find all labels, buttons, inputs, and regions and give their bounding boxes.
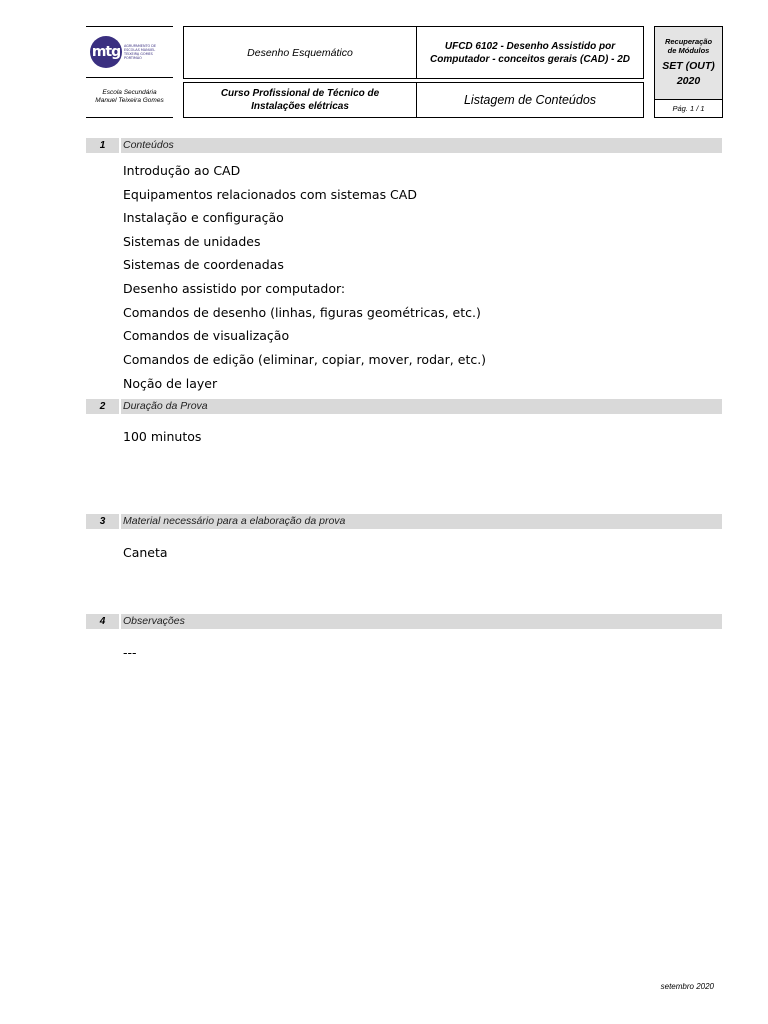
recovery-line1: Recuperação <box>664 37 713 46</box>
course-cell: Curso Profissional de Técnico de Instalações elétricas <box>183 82 417 118</box>
session-line1: SET (OUT) <box>662 60 715 72</box>
session-info <box>655 27 722 100</box>
section-1-header <box>86 138 722 153</box>
logo-text: AGRUPAMENTO DE ESCOLAS MANUEL TEIXEIRA GOMES PORTIMÃO <box>124 44 157 60</box>
logo-divider <box>86 77 173 78</box>
logo-mark: mtg <box>90 36 122 68</box>
section-title: Conteúdos <box>123 139 174 151</box>
section-title: Material necessário para a elaboração da prova <box>123 515 346 527</box>
list-item: Instalação e configuração <box>123 210 284 225</box>
list-item: Sistemas de unidades <box>123 234 261 249</box>
footer-date: setembro 2020 <box>660 982 714 991</box>
section-3-header <box>86 514 722 529</box>
section-number: 2 <box>99 401 106 412</box>
document-title: Listagem de Conteúdos <box>416 82 644 118</box>
list-item: Equipamentos relacionados com sistemas CAD <box>123 187 417 202</box>
school-logo-block <box>86 26 173 118</box>
section-number: 1 <box>99 140 106 151</box>
section-2-header <box>86 399 722 414</box>
session-box <box>654 26 723 118</box>
school-name-line1: Escola Secundária <box>102 89 157 96</box>
section-number: 3 <box>99 516 106 527</box>
list-item: 100 minutos <box>123 429 202 444</box>
recovery-line2: de Módulos <box>667 46 710 55</box>
list-item: Noção de layer <box>123 376 218 391</box>
session-label <box>655 59 722 89</box>
list-item: Desenho assistido por computador: <box>123 281 346 296</box>
section-number: 4 <box>99 616 106 627</box>
page-number: Pág. 1 / 1 <box>672 103 705 113</box>
list-item: --- <box>123 645 137 660</box>
school-logo <box>90 37 170 67</box>
section-4-header <box>86 614 722 629</box>
school-name-line2: Manuel Teixeira Gomes <box>95 97 164 104</box>
list-item: Introdução ao CAD <box>123 163 241 178</box>
list-item: Comandos de desenho (linhas, figuras geométricas, etc.) <box>123 305 481 320</box>
section-title: Duração da Prova <box>123 400 208 412</box>
ufcd-cell: UFCD 6102 - Desenho Assistido por Computador - conceitos gerais (CAD) - 2D <box>416 26 644 79</box>
school-name <box>86 89 173 105</box>
list-item: Comandos de visualização <box>123 328 290 343</box>
discipline-cell: Desenho Esquemático <box>183 26 417 79</box>
recovery-label <box>655 37 722 55</box>
list-item: Caneta <box>123 545 168 560</box>
session-line2: 2020 <box>676 75 701 87</box>
list-item: Sistemas de coordenadas <box>123 257 284 272</box>
list-item: Comandos de edição (eliminar, copiar, mover, rodar, etc.) <box>123 352 487 367</box>
section-title: Observações <box>123 615 185 627</box>
